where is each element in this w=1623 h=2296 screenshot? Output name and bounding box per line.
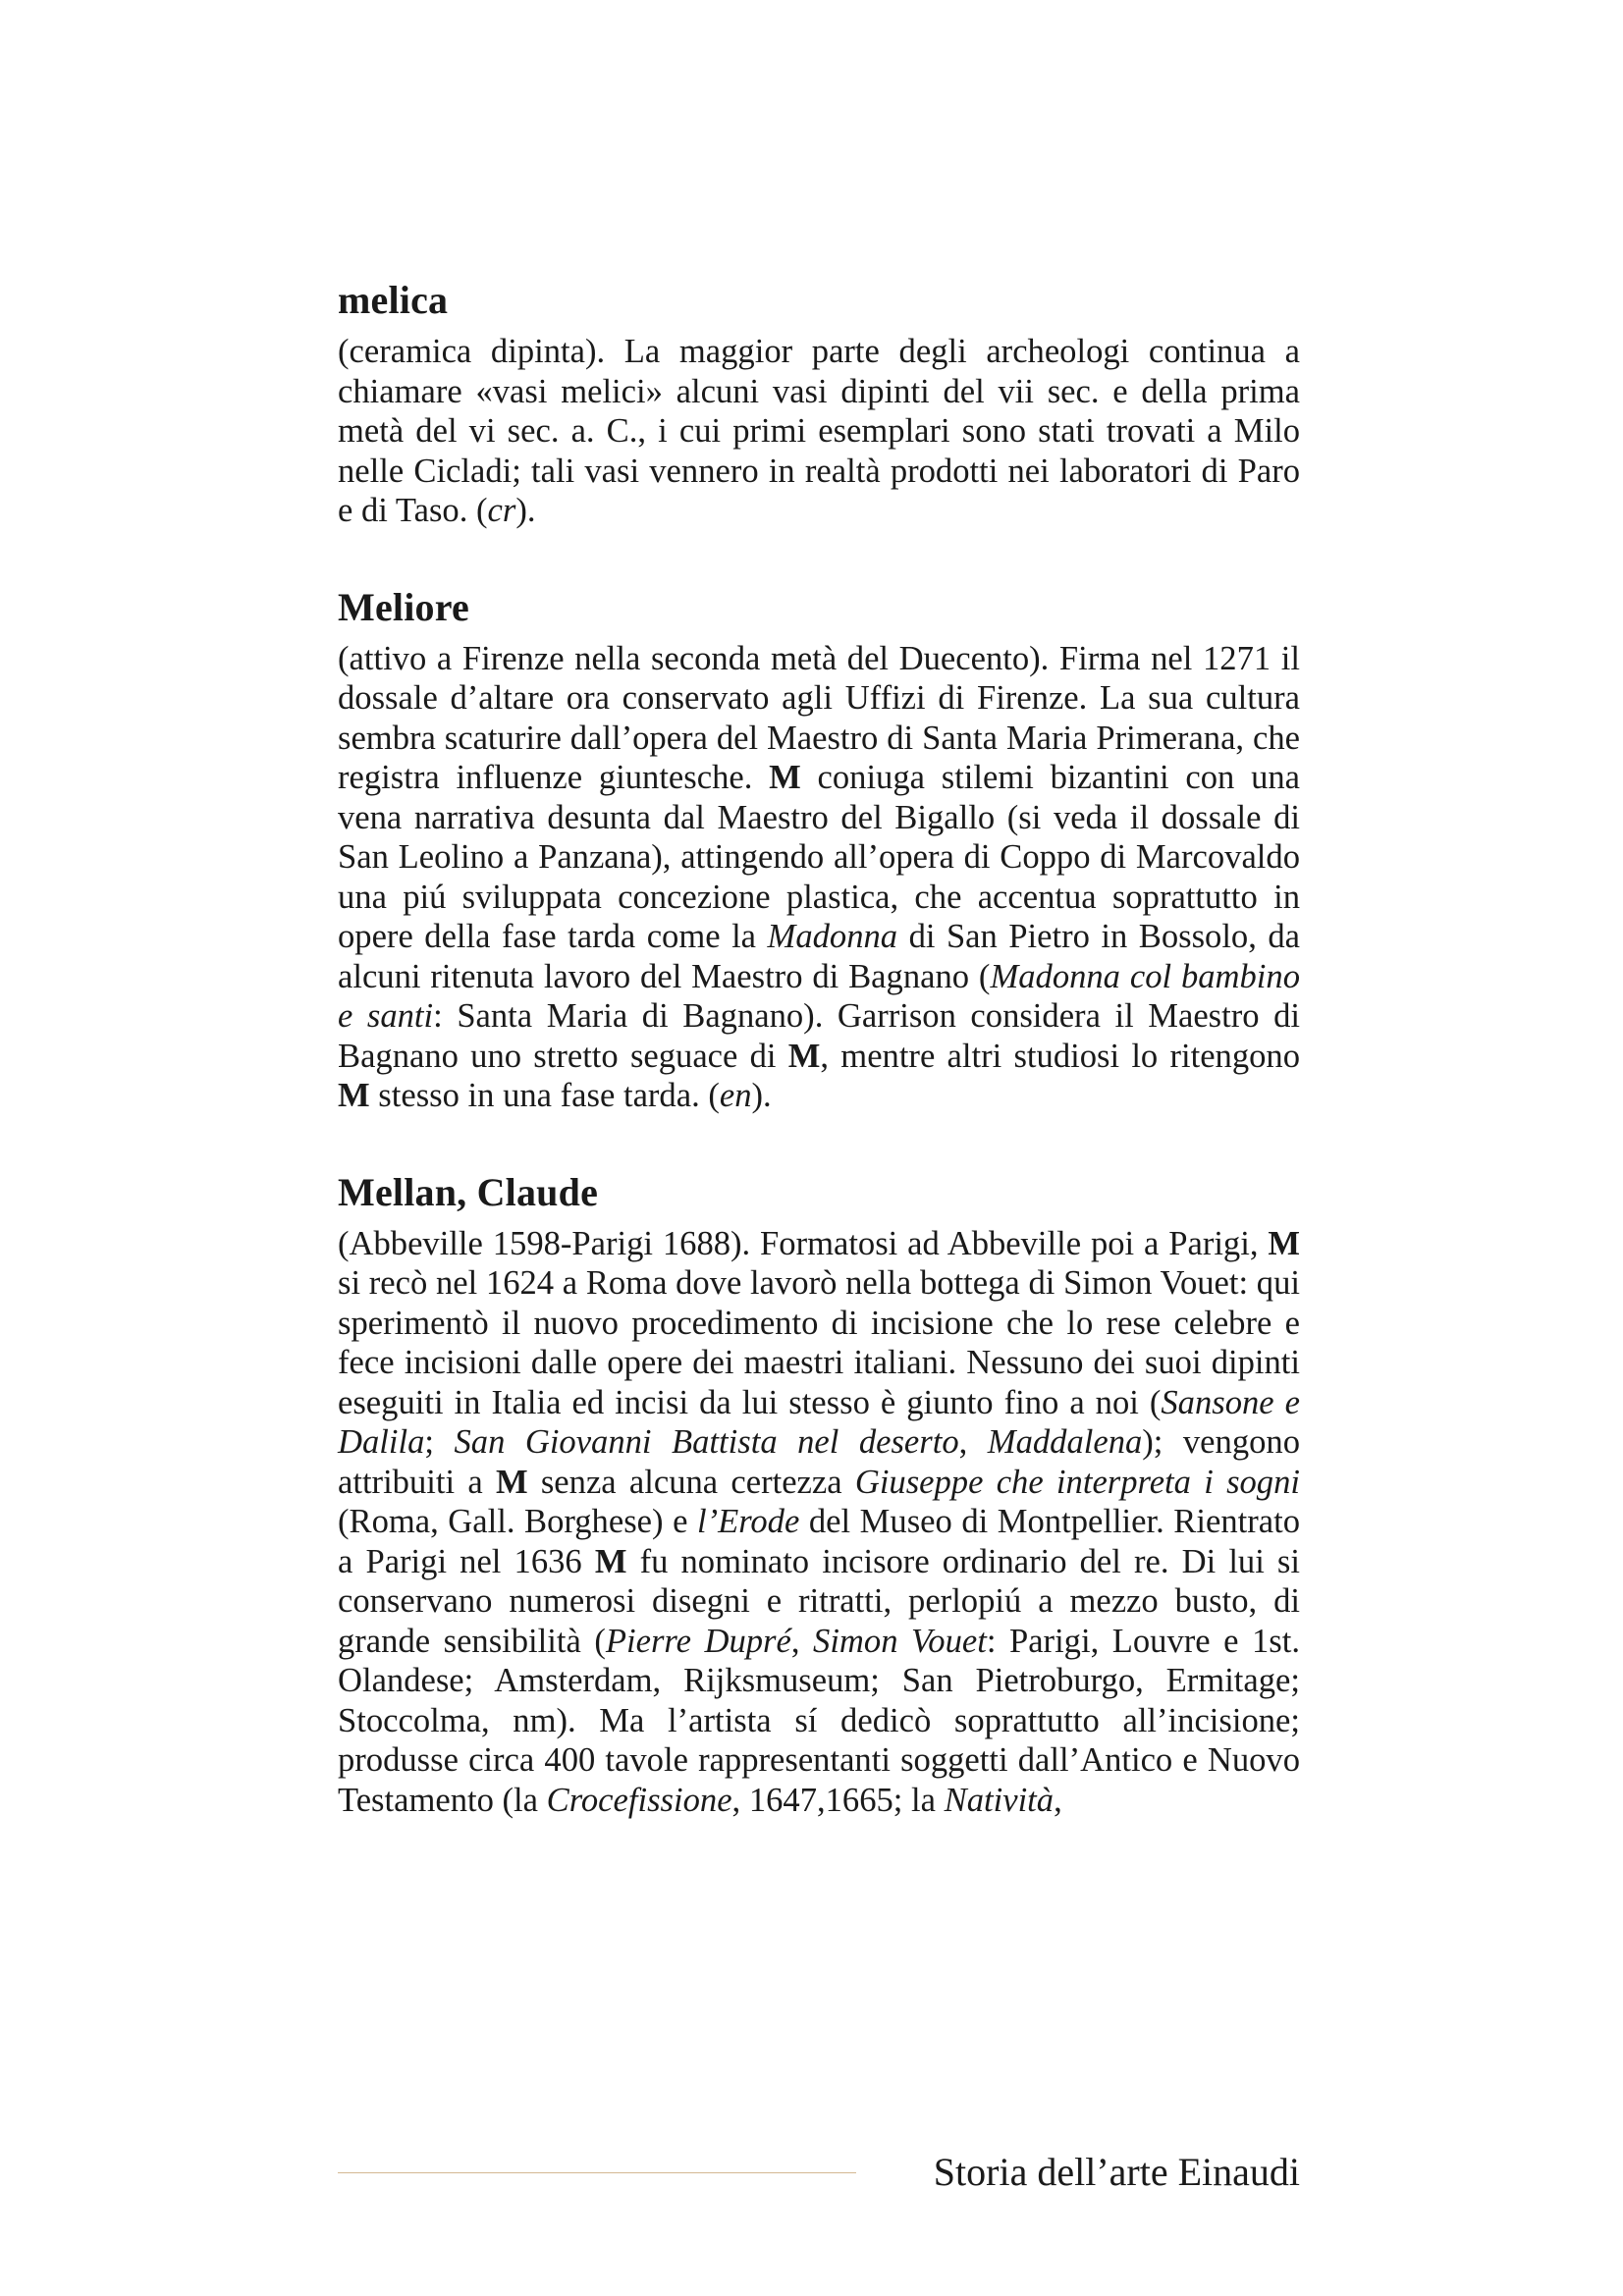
body-text: ); vengono attribuiti a [338, 1423, 1300, 1501]
italic-text: Simon Vouet [813, 1622, 987, 1660]
body-text: si recò nel 1624 a Roma dove lavorò nella bottega di Simon Vouet: qui sperimentò il nuovo procedimento di incisione che lo rese celebre e fece incisioni dalle opere dei maestri italiani. Nessuno dei suoi dipinti eseguiti in Italia ed incisi da lui stesso è giunto fino a noi ( [338, 1264, 1300, 1421]
entry-body [338, 1224, 1300, 1821]
bold-abbrev: M [1268, 1224, 1300, 1262]
bold-abbrev: M [338, 1077, 370, 1114]
italic-text: Maddalena [987, 1423, 1143, 1461]
body-text: (Roma, Gall. Borghese) e [338, 1503, 697, 1540]
bold-abbrev: M [594, 1542, 627, 1580]
bold-abbrev: M [495, 1463, 528, 1501]
body-text: : Parigi, Louvre e 1st. Olandese; Amsterdam, Rijksmuseum; San Pietroburgo, Ermitage; Stoccolma, nm). Ma l’artista sí dedicò soprattutto all’incisione; produsse circa 400 tavole rappresentanti soggetti dall’Antico e Nuovo Testamento (la [338, 1622, 1301, 1819]
italic-text: Madonna col bambino e santi [338, 957, 1300, 1035]
body-text: , 1647,1665; la [731, 1781, 945, 1819]
entry-meliore [338, 582, 1300, 1116]
body-text: di San Pietro in Bossolo, da alcuni ritenuta lavoro del Maestro di Bagnano ( [338, 918, 1300, 995]
page-footer [338, 2148, 1300, 2197]
body-text: ). [515, 492, 536, 529]
body-text: senza alcuna certezza [527, 1463, 855, 1501]
body-text: (ceramica dipinta). La maggior parte degli archeologi continua a chiamare «vasi melici» alcuni vasi dipinti del vii sec. e della prima metà del vi sec. a. C., i cui primi esemplari sono stati trovati a Milo nelle Cicladi; tali vasi vennero in realtà prodotti nei laboratori di Paro e di Taso. ( [338, 333, 1300, 529]
body-text: stesso in una fase tarda. ( [369, 1077, 720, 1114]
body-text: ). [751, 1077, 772, 1114]
entry-title: Meliore [338, 584, 469, 629]
italic-text: en [719, 1077, 752, 1114]
footer-rule [338, 2172, 856, 2173]
body-text: , [1054, 1781, 1062, 1819]
italic-text: San Giovanni Battista nel deserto [454, 1423, 959, 1461]
body-text: , [790, 1622, 814, 1660]
italic-text: Madonna [767, 918, 898, 955]
footer-label: Storia dell’arte Einaudi [933, 2150, 1300, 2194]
entry-title: Mellan, Claude [338, 1169, 599, 1214]
bold-abbrev: M [769, 759, 801, 796]
body-text: del Museo di Montpellier. Rientrato a Parigi nel 1636 [338, 1503, 1300, 1580]
body-text: fu nominato incisore ordinario del re. Di lui si conservano numerosi disegni e ritratti, perlopiú a mezzo busto, di grande sensibilità ( [338, 1542, 1301, 1660]
italic-text: cr [487, 492, 516, 529]
body-text: , mentre altri studiosi lo ritengono [820, 1037, 1300, 1075]
body-text: (attivo a Firenze nella seconda metà del Duecento). Firma nel 1271 il dossale d’altare ora conservato agli Uffizi di Firenze. La sua cultura sembra scaturire dall’opera del Maestro di Santa Maria Primerana, che registra influenze giuntesche. [338, 639, 1300, 796]
entry-body [338, 639, 1300, 1116]
entry-melica [338, 275, 1300, 531]
entry-body [338, 332, 1300, 531]
body-text: , [958, 1423, 988, 1461]
italic-text: Giuseppe che interpreta i sogni [854, 1463, 1300, 1501]
body-text: (Abbeville 1598-Parigi 1688). Formatosi ad Abbeville poi a Parigi, [338, 1224, 1269, 1262]
bold-abbrev: M [787, 1037, 821, 1075]
entry-title: melica [338, 278, 449, 322]
body-text: : Santa Maria di Bagnano). Garrison considera il Maestro di Bagnano uno stretto seguace di [338, 997, 1300, 1075]
italic-text: Pierre Dupré [605, 1622, 791, 1660]
italic-text: l’Erode [696, 1503, 800, 1540]
italic-text: Crocefissione [546, 1781, 732, 1819]
italic-text: Natività [944, 1781, 1055, 1819]
entry-mellan-claude [338, 1167, 1300, 1821]
body-text: coniuga stilemi bizantini con una vena narrativa desunta dal Maestro del Bigallo (si veda il dossale di San Leolino a Panzana), attingendo all’opera di Coppo di Marcovaldo una piú sviluppata concezione plastica, che accentua soprattutto in opere della fase tarda come la [338, 759, 1300, 955]
page-content [338, 275, 1300, 1871]
italic-text: Sansone e Dalila [338, 1383, 1300, 1461]
body-text: ; [424, 1423, 455, 1461]
